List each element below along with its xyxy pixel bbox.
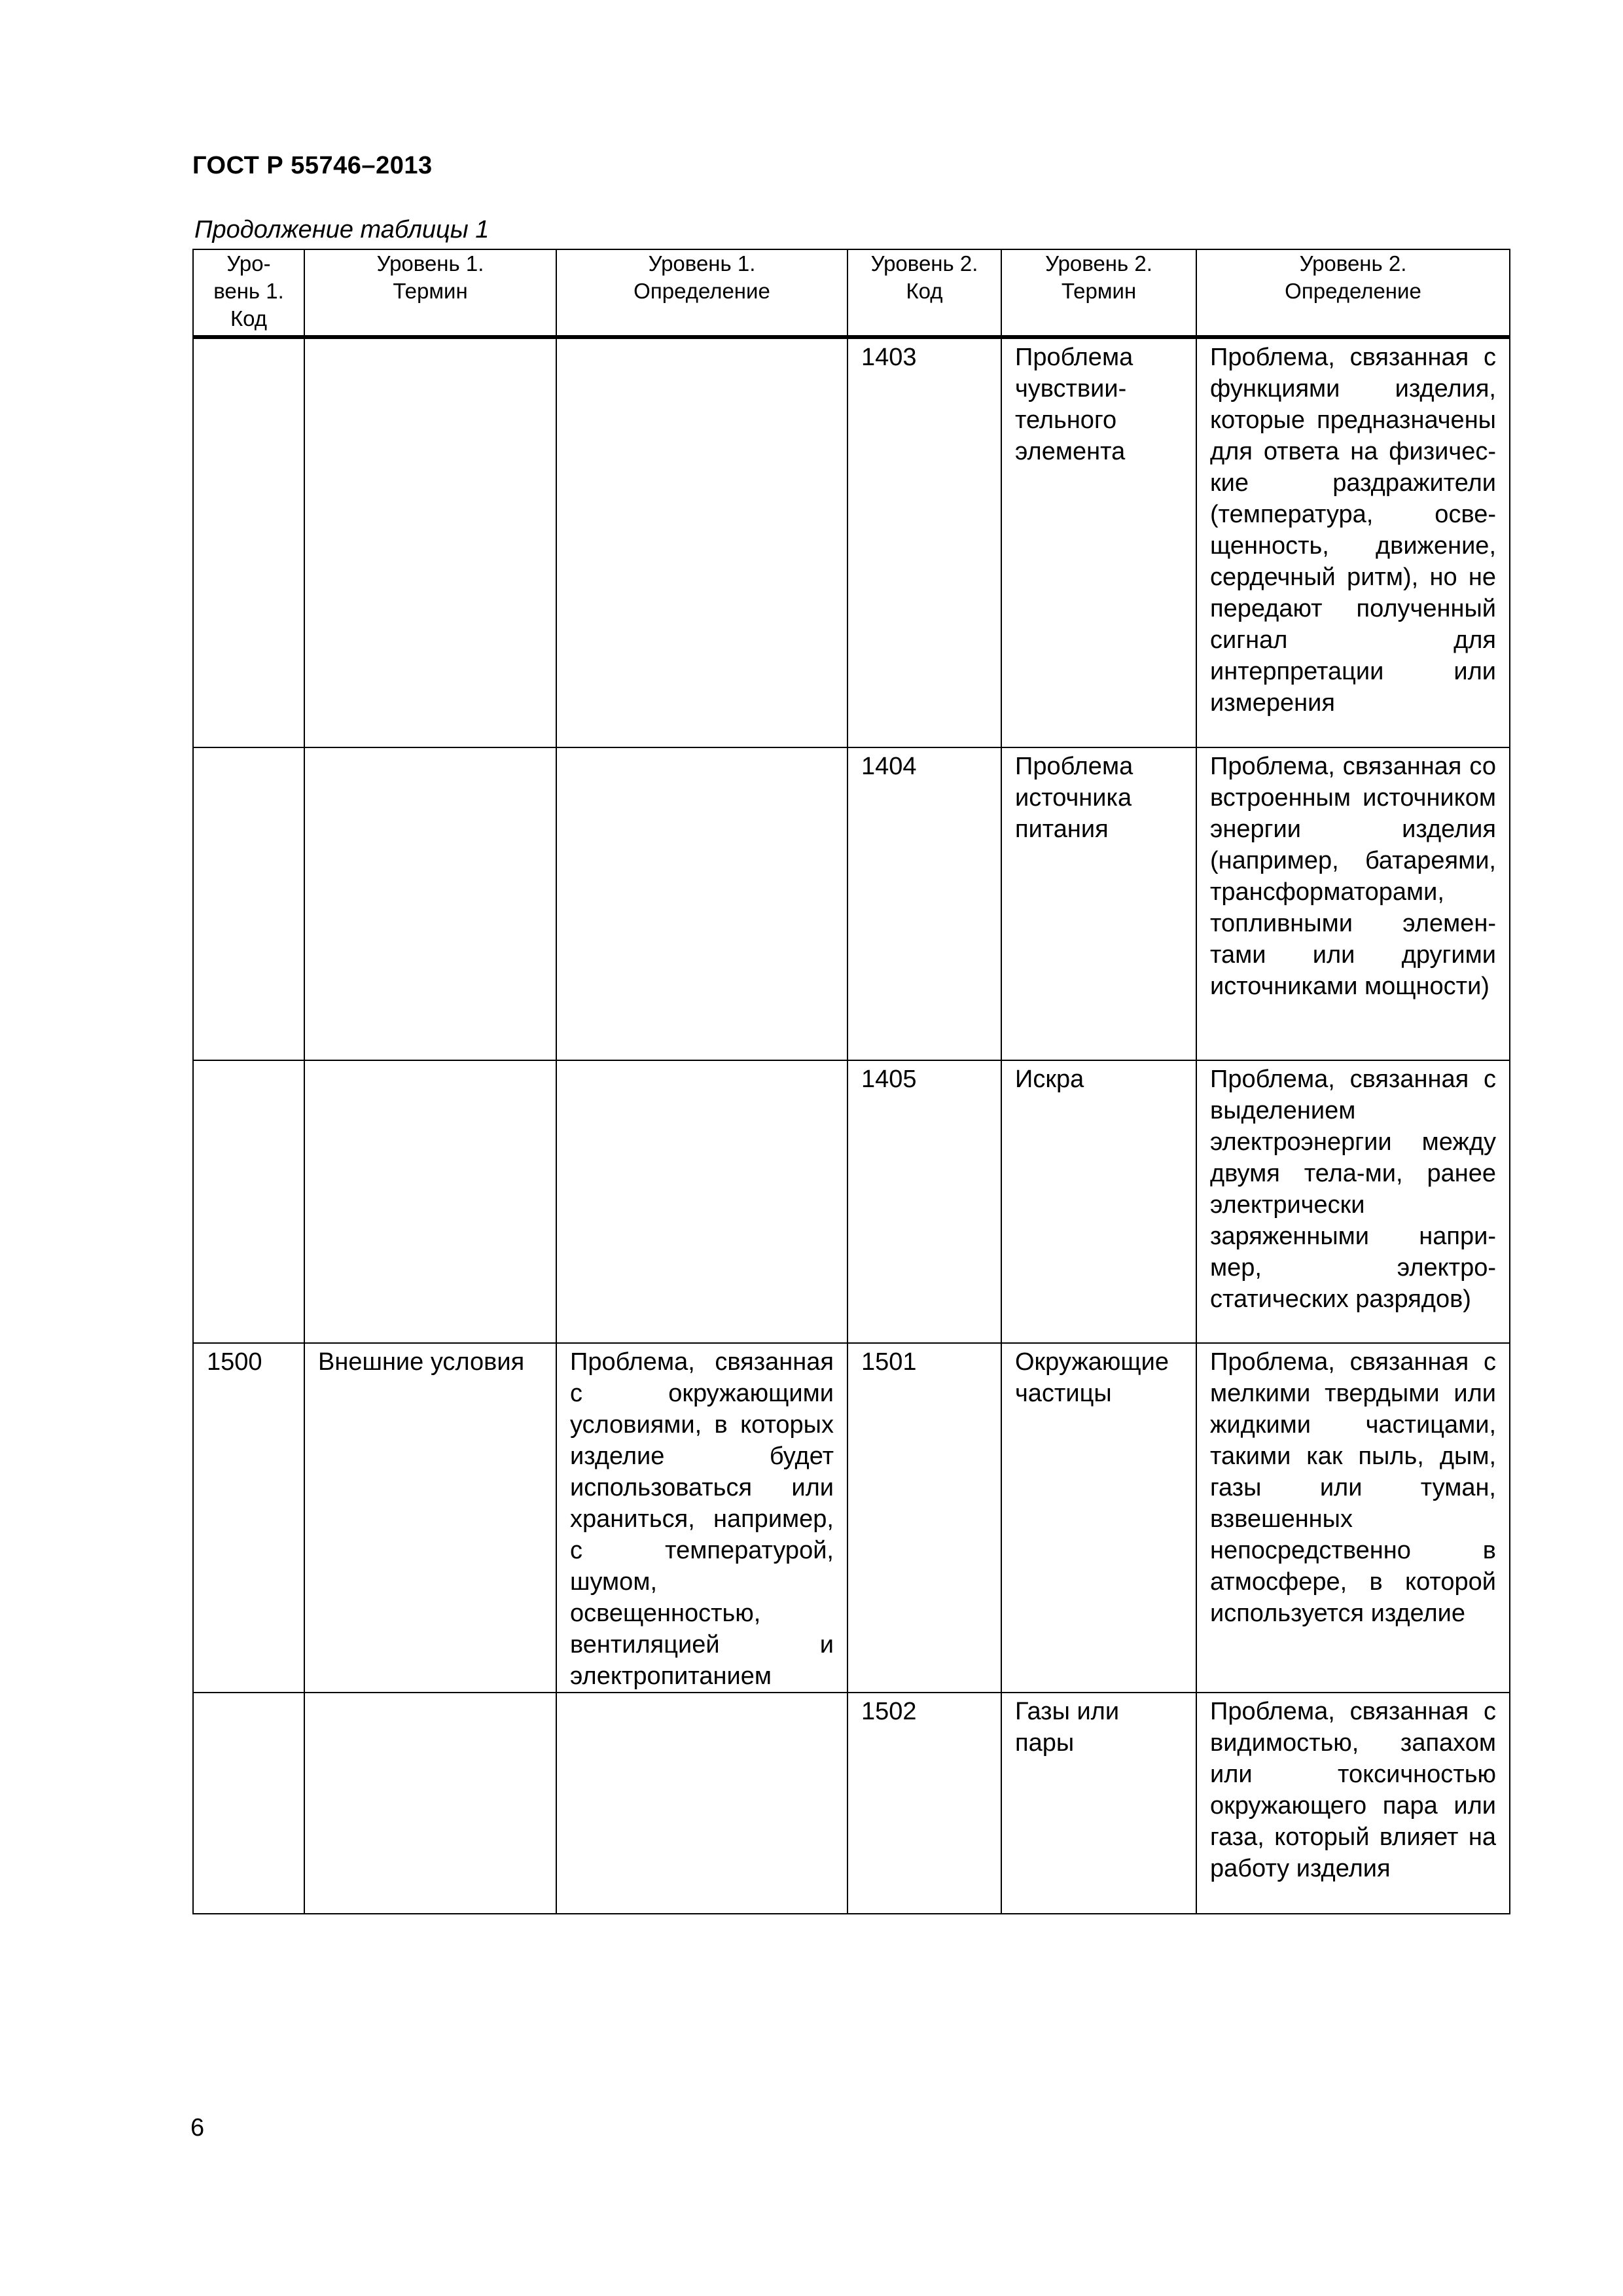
cell-l2-code: 1403 — [847, 337, 1001, 747]
cell-l2-definition: Проблема, связанная с мелкими твердыми или жидкими частицами, такими как пыль, дым, газы или туман, взвешенных непосредственно в атмосфере, в которой используется изделие — [1196, 1343, 1510, 1693]
col-header-l2-definition — [1196, 249, 1510, 337]
document-standard-header: ГОСТ Р 55746–2013 — [192, 152, 433, 179]
cell-l2-term: Проблема чувствиительного элемента — [1001, 337, 1196, 747]
cell-l1-definition — [556, 337, 847, 747]
cell-l2-term: Газы или пары — [1001, 1693, 1196, 1914]
cell-l1-code — [193, 747, 304, 1060]
cell-l1-term: Внешние условия — [304, 1343, 556, 1693]
cell-l1-definition: Проблема, связанная с окружающими условиями, в которых изделие будет использоваться или храниться, например, с температурой, шумом, освещенностью, вентиляцией и электропитанием — [556, 1343, 847, 1693]
cell-l2-definition: Проблема, связанная с функциями изделия, которые предназначены для ответа на физические раздражители (температура, освещенность, движение, сердечный ритм), но не передают полученный сигнал для интерпретации или измерения — [1196, 337, 1510, 747]
cell-l1-code — [193, 1693, 304, 1914]
table-row — [193, 337, 1510, 747]
cell-l1-code: 1500 — [193, 1343, 304, 1693]
col-header-l1-definition — [556, 249, 847, 337]
classification-table — [192, 249, 1510, 1914]
cell-l1-definition — [556, 747, 847, 1060]
col-header-l1-term — [304, 249, 556, 337]
col-header-text: Уровень 1. Термин — [376, 251, 484, 303]
cell-l1-definition — [556, 1060, 847, 1343]
col-header-text: Уро- вень 1. Код — [213, 251, 284, 331]
col-header-text: Уровень 1. Определение — [633, 251, 770, 303]
cell-l2-code: 1502 — [847, 1693, 1001, 1914]
col-header-l2-code — [847, 249, 1001, 337]
page-number: 6 — [190, 2114, 205, 2142]
cell-l1-definition — [556, 1693, 847, 1914]
table-row — [193, 1693, 1510, 1914]
cell-l2-code: 1404 — [847, 747, 1001, 1060]
col-header-text: Уровень 2. Код — [870, 251, 978, 303]
cell-l1-term — [304, 1060, 556, 1343]
cell-l2-term: Окружающие частицы — [1001, 1343, 1196, 1693]
col-header-text: Уровень 2. Термин — [1045, 251, 1152, 303]
cell-l1-code — [193, 337, 304, 747]
cell-l2-code: 1405 — [847, 1060, 1001, 1343]
table-row — [193, 1343, 1510, 1693]
cell-l1-code — [193, 1060, 304, 1343]
cell-l2-term: Проблема источника питания — [1001, 747, 1196, 1060]
table-row — [193, 1060, 1510, 1343]
table-caption: Продолжение таблицы 1 — [194, 216, 490, 243]
cell-l2-definition: Проблема, связанная со встроенным источником энергии изделия (например, батареями, трансформаторами, топливными элементами или другими источниками мощности) — [1196, 747, 1510, 1060]
table-row — [193, 747, 1510, 1060]
cell-l2-code: 1501 — [847, 1343, 1001, 1693]
col-header-l2-term — [1001, 249, 1196, 337]
cell-l2-term: Искра — [1001, 1060, 1196, 1343]
cell-l1-term — [304, 747, 556, 1060]
cell-l2-definition: Проблема, связанная с видимостью, запахом или токсичностью окружающего пара или газа, который влияет на работу изделия — [1196, 1693, 1510, 1914]
cell-l2-definition: Проблема, связанная с выделением электроэнергии между двумя тела-ми, ранее электрически заряженными например, электростатических разрядов) — [1196, 1060, 1510, 1343]
cell-l1-term — [304, 1693, 556, 1914]
cell-l1-term — [304, 337, 556, 747]
col-header-text: Уровень 2. Определение — [1285, 251, 1421, 303]
col-header-l1-code — [193, 249, 304, 337]
table-header-row — [193, 249, 1510, 337]
